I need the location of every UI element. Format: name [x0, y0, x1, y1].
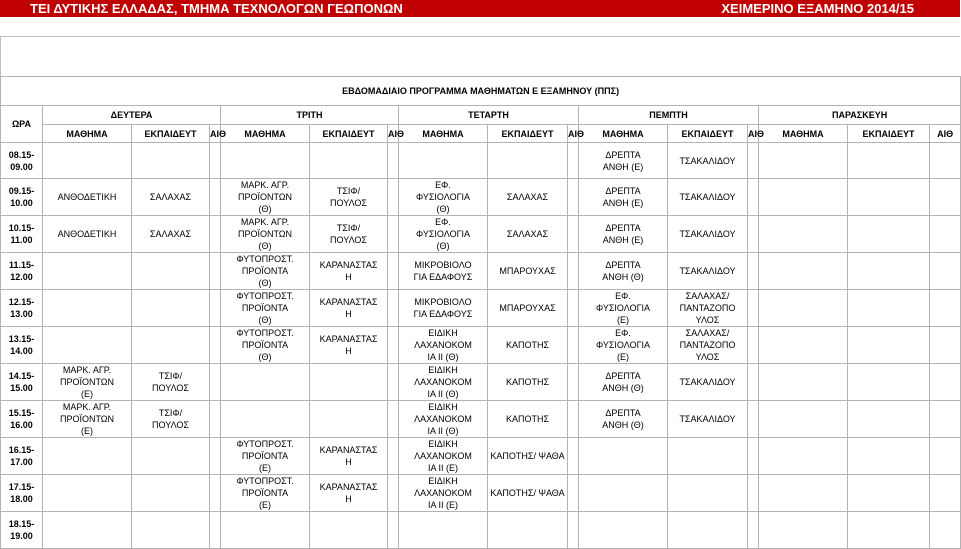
- time-slot-row: [1, 401, 961, 438]
- time-slot-label: 08.15- 09.00: [1, 143, 43, 179]
- day-header-wednesday: ΤΕΤΑΡΤΗ: [399, 106, 579, 125]
- course-room: [210, 216, 221, 253]
- course-subject: [43, 253, 132, 290]
- schedule-table: [0, 76, 961, 549]
- course-instructor: ΚΑΠΟΤΗΣ/ ΨΑΘΑ: [488, 438, 568, 475]
- course-subject: [759, 216, 848, 253]
- course-instructor: ΤΣΙΦ/ ΠΟΥΛΟΣ: [132, 364, 210, 401]
- column-header-subject: ΜΑΘΗΜΑ: [221, 125, 310, 143]
- course-room: [930, 512, 961, 548]
- course-room: [210, 290, 221, 327]
- course-room: [568, 438, 579, 475]
- course-subject: ΔΡΕΠΤΑ ΑΝΘΗ (Ε): [579, 216, 668, 253]
- column-header-instructor: ΕΚΠΑΙΔΕΥΤ: [310, 125, 388, 143]
- course-instructor: [132, 290, 210, 327]
- course-room: [930, 290, 961, 327]
- course-room: [930, 179, 961, 216]
- time-slot-label: 15.15- 16.00: [1, 401, 43, 438]
- course-instructor: ΤΣΙΦ/ ΠΟΥΛΟΣ: [310, 216, 388, 253]
- column-header-subject: ΜΑΘΗΜΑ: [399, 125, 488, 143]
- time-slot-label: 12.15- 13.00: [1, 290, 43, 327]
- course-instructor: [848, 401, 930, 438]
- course-room: [388, 327, 399, 364]
- header-banner: [0, 0, 960, 17]
- course-room: [930, 438, 961, 475]
- course-room: [210, 253, 221, 290]
- course-instructor: ΤΣΑΚΑΛΙΔΟΥ: [668, 179, 748, 216]
- course-room: [748, 290, 759, 327]
- column-header-room: ΑΙΘ: [210, 125, 221, 143]
- course-instructor: ΜΠΑΡΟΥΧΑΣ: [488, 290, 568, 327]
- course-subject: ΕΦ. ΦΥΣΙΟΛΟΓΙΑ (Ε): [579, 327, 668, 364]
- course-room: [748, 438, 759, 475]
- course-room: [210, 364, 221, 401]
- course-room: [568, 475, 579, 512]
- course-instructor: [848, 216, 930, 253]
- column-header-instructor: ΕΚΠΑΙΔΕΥΤ: [488, 125, 568, 143]
- course-subject: [759, 290, 848, 327]
- time-slot-row: [1, 253, 961, 290]
- course-subject: [43, 438, 132, 475]
- time-slot-row: [1, 438, 961, 475]
- column-header-instructor: ΕΚΠΑΙΔΕΥΤ: [668, 125, 748, 143]
- course-subject: ΜΑΡΚ. ΑΓΡ. ΠΡΟΪΟΝΤΩΝ (Ε): [43, 364, 132, 401]
- course-subject: ΔΡΕΠΤΑ ΑΝΘΗ (Ε): [579, 179, 668, 216]
- course-subject: [221, 143, 310, 179]
- course-instructor: [310, 364, 388, 401]
- course-subject: [221, 401, 310, 438]
- course-instructor: [668, 475, 748, 512]
- course-subject: [221, 512, 310, 548]
- course-subject: [221, 364, 310, 401]
- course-instructor: ΣΑΛΑΧΑΣ: [132, 216, 210, 253]
- course-instructor: [132, 475, 210, 512]
- course-room: [388, 364, 399, 401]
- course-instructor: [848, 179, 930, 216]
- course-instructor: [848, 364, 930, 401]
- course-room: [748, 401, 759, 438]
- course-instructor: ΤΣΑΚΑΛΙΔΟΥ: [668, 216, 748, 253]
- course-subject: [399, 512, 488, 548]
- course-room: [210, 179, 221, 216]
- course-instructor: ΚΑΠΟΤΗΣ: [488, 327, 568, 364]
- course-room: [210, 401, 221, 438]
- time-slot-row: [1, 179, 961, 216]
- spacer-line: [0, 36, 960, 37]
- course-instructor: ΣΑΛΑΧΑΣ/ ΠΑΝΤΑΖΟΠΟ ΥΛΟΣ: [668, 290, 748, 327]
- course-instructor: [668, 512, 748, 548]
- course-instructor: [668, 438, 748, 475]
- semester-title: ΧΕΙΜΕΡΙΝΟ ΕΞΑΜΗΝΟ 2014/15: [721, 1, 914, 16]
- course-room: [210, 475, 221, 512]
- time-slot-row: [1, 475, 961, 512]
- course-instructor: ΚΑΡΑΝΑΣΤΑΣ Η: [310, 327, 388, 364]
- course-subject: [43, 290, 132, 327]
- course-instructor: ΤΣΙΦ/ ΠΟΥΛΟΣ: [310, 179, 388, 216]
- course-instructor: ΤΣΑΚΑΛΙΔΟΥ: [668, 401, 748, 438]
- course-room: [568, 364, 579, 401]
- course-subject: ΦΥΤΟΠΡΟΣΤ. ΠΡΟΪΟΝΤΑ (Ε): [221, 475, 310, 512]
- course-room: [930, 216, 961, 253]
- course-instructor: [488, 143, 568, 179]
- course-subject: ΕΙΔΙΚΗ ΛΑΧΑΝΟΚΟΜ ΙΑ ΙΙ (Ε): [399, 438, 488, 475]
- course-room: [748, 216, 759, 253]
- course-subject: ΦΥΤΟΠΡΟΣΤ. ΠΡΟΪΟΝΤΑ (Θ): [221, 290, 310, 327]
- course-subject: [759, 401, 848, 438]
- course-subject: ΕΙΔΙΚΗ ΛΑΧΑΝΟΚΟΜ ΙΑ ΙΙ (Θ): [399, 364, 488, 401]
- course-subject: [759, 253, 848, 290]
- course-subject: [759, 512, 848, 548]
- time-slot-label: 10.15- 11.00: [1, 216, 43, 253]
- course-subject: ΔΡΕΠΤΑ ΑΝΘΗ (Ε): [579, 143, 668, 179]
- course-instructor: ΚΑΡΑΝΑΣΤΑΣ Η: [310, 290, 388, 327]
- course-instructor: ΜΠΑΡΟΥΧΑΣ: [488, 253, 568, 290]
- course-subject: ΕΦ. ΦΥΣΙΟΛΟΓΙΑ (Θ): [399, 216, 488, 253]
- course-subject: [43, 327, 132, 364]
- course-instructor: [848, 438, 930, 475]
- course-subject: [759, 143, 848, 179]
- course-subject: [579, 475, 668, 512]
- course-subject: ΦΥΤΟΠΡΟΣΤ. ΠΡΟΪΟΝΤΑ (Ε): [221, 438, 310, 475]
- course-room: [930, 143, 961, 179]
- course-subject: ΔΡΕΠΤΑ ΑΝΘΗ (Θ): [579, 253, 668, 290]
- day-header-friday: ΠΑΡΑΣΚΕΥΗ: [759, 106, 961, 125]
- course-room: [210, 327, 221, 364]
- institution-title: ΤΕΙ ΔΥΤΙΚΗΣ ΕΛΛΑΔΑΣ, ΤΜΗΜΑ ΤΕΧΝΟΛΟΓΩΝ ΓΕΩΠΟΝΩΝ: [30, 1, 403, 16]
- course-instructor: [848, 290, 930, 327]
- day-header-monday: ΔΕΥΤΕΡΑ: [43, 106, 221, 125]
- time-slot-label: 11.15- 12.00: [1, 253, 43, 290]
- course-subject: [759, 475, 848, 512]
- course-instructor: ΤΣΙΦ/ ΠΟΥΛΟΣ: [132, 401, 210, 438]
- course-subject: ΔΡΕΠΤΑ ΑΝΘΗ (Θ): [579, 364, 668, 401]
- time-slot-row: [1, 512, 961, 548]
- time-slot-label: 09.15- 10.00: [1, 179, 43, 216]
- course-room: [568, 179, 579, 216]
- column-header-room: ΑΙΘ: [568, 125, 579, 143]
- course-instructor: [488, 512, 568, 548]
- course-room: [388, 438, 399, 475]
- course-room: [930, 401, 961, 438]
- course-instructor: [132, 143, 210, 179]
- time-slot-label: 13.15- 14.00: [1, 327, 43, 364]
- day-header-thursday: ΠΕΜΠΤΗ: [579, 106, 759, 125]
- course-room: [930, 253, 961, 290]
- course-room: [388, 401, 399, 438]
- column-header-room: ΑΙΘ: [930, 125, 961, 143]
- course-subject: [43, 475, 132, 512]
- course-subject: ΕΦ. ΦΥΣΙΟΛΟΓΙΑ (Θ): [399, 179, 488, 216]
- course-room: [568, 143, 579, 179]
- course-subject: [579, 512, 668, 548]
- course-instructor: ΤΣΑΚΑΛΙΔΟΥ: [668, 253, 748, 290]
- course-instructor: [310, 143, 388, 179]
- course-instructor: [848, 253, 930, 290]
- course-instructor: ΤΣΑΚΑΛΙΔΟΥ: [668, 143, 748, 179]
- course-subject: ΑΝΘΟΔΕΤΙΚΗ: [43, 216, 132, 253]
- column-header-subject: ΜΑΘΗΜΑ: [759, 125, 848, 143]
- course-instructor: ΤΣΑΚΑΛΙΔΟΥ: [668, 364, 748, 401]
- course-room: [388, 290, 399, 327]
- course-room: [930, 475, 961, 512]
- course-subject: ΕΙΔΙΚΗ ΛΑΧΑΝΟΚΟΜ ΙΑ ΙΙ (Θ): [399, 327, 488, 364]
- course-room: [568, 327, 579, 364]
- course-room: [748, 179, 759, 216]
- course-room: [388, 475, 399, 512]
- course-subject: ΕΦ. ΦΥΣΙΟΛΟΓΙΑ (Ε): [579, 290, 668, 327]
- course-room: [748, 143, 759, 179]
- course-room: [930, 364, 961, 401]
- course-instructor: ΚΑΠΟΤΗΣ: [488, 401, 568, 438]
- course-instructor: [132, 327, 210, 364]
- course-room: [748, 253, 759, 290]
- course-room: [748, 475, 759, 512]
- column-header-subject: ΜΑΘΗΜΑ: [43, 125, 132, 143]
- course-room: [568, 290, 579, 327]
- course-subject: [579, 438, 668, 475]
- course-room: [388, 253, 399, 290]
- course-instructor: [132, 438, 210, 475]
- course-room: [388, 143, 399, 179]
- course-instructor: [848, 475, 930, 512]
- column-header-instructor: ΕΚΠΑΙΔΕΥΤ: [848, 125, 930, 143]
- course-instructor: [848, 143, 930, 179]
- course-instructor: ΚΑΠΟΤΗΣ: [488, 364, 568, 401]
- course-subject: ΜΙΚΡΟΒΙΟΛΟ ΓΙΑ ΕΔΑΦΟΥΣ: [399, 253, 488, 290]
- course-instructor: ΣΑΛΑΧΑΣ: [488, 216, 568, 253]
- course-subject: ΑΝΘΟΔΕΤΙΚΗ: [43, 179, 132, 216]
- course-room: [568, 401, 579, 438]
- course-subject: [759, 438, 848, 475]
- course-room: [388, 216, 399, 253]
- course-room: [388, 179, 399, 216]
- course-subject: [43, 512, 132, 548]
- course-subject: [43, 143, 132, 179]
- course-instructor: [310, 401, 388, 438]
- course-instructor: ΣΑΛΑΧΑΣ: [488, 179, 568, 216]
- column-header-instructor: ΕΚΠΑΙΔΕΥΤ: [132, 125, 210, 143]
- course-instructor: ΚΑΡΑΝΑΣΤΑΣ Η: [310, 253, 388, 290]
- table-title: ΕΒΔΟΜΑΔΙΑΙΟ ΠΡΟΓΡΑΜΜΑ ΜΑΘΗΜΑΤΩΝ Ε ΕΞΑΜΗΝΟΥ (ΠΠΣ): [1, 77, 961, 106]
- course-room: [210, 512, 221, 548]
- course-subject: ΦΥΤΟΠΡΟΣΤ. ΠΡΟΪΟΝΤΑ (Θ): [221, 327, 310, 364]
- course-room: [568, 512, 579, 548]
- course-subject: ΜΙΚΡΟΒΙΟΛΟ ΓΙΑ ΕΔΑΦΟΥΣ: [399, 290, 488, 327]
- time-slot-row: [1, 290, 961, 327]
- course-room: [748, 512, 759, 548]
- course-subject: [759, 179, 848, 216]
- time-slot-label: 14.15- 15.00: [1, 364, 43, 401]
- course-subject: [759, 327, 848, 364]
- day-header-tuesday: ΤΡΙΤΗ: [221, 106, 399, 125]
- course-room: [210, 143, 221, 179]
- course-instructor: ΚΑΡΑΝΑΣΤΑΣ Η: [310, 475, 388, 512]
- course-room: [748, 327, 759, 364]
- course-subject: ΕΙΔΙΚΗ ΛΑΧΑΝΟΚΟΜ ΙΑ ΙΙ (Θ): [399, 401, 488, 438]
- course-subject: ΜΑΡΚ. ΑΓΡ. ΠΡΟΪΟΝΤΩΝ (Θ): [221, 179, 310, 216]
- course-subject: [399, 143, 488, 179]
- course-instructor: [848, 327, 930, 364]
- time-slot-label: 17.15- 18.00: [1, 475, 43, 512]
- course-room: [568, 216, 579, 253]
- course-room: [568, 253, 579, 290]
- time-slot-row: [1, 216, 961, 253]
- course-room: [388, 512, 399, 548]
- time-slot-row: [1, 364, 961, 401]
- hour-header: ΩΡΑ: [1, 106, 43, 143]
- time-slot-row: [1, 327, 961, 364]
- course-instructor: [132, 253, 210, 290]
- course-subject: ΕΙΔΙΚΗ ΛΑΧΑΝΟΚΟΜ ΙΑ ΙΙ (Ε): [399, 475, 488, 512]
- course-instructor: ΚΑΠΟΤΗΣ/ ΨΑΘΑ: [488, 475, 568, 512]
- time-slot-label: 18.15- 19.00: [1, 512, 43, 548]
- course-subject: ΦΥΤΟΠΡΟΣΤ. ΠΡΟΪΟΝΤΑ (Θ): [221, 253, 310, 290]
- course-instructor: ΣΑΛΑΧΑΣ/ ΠΑΝΤΑΖΟΠΟ ΥΛΟΣ: [668, 327, 748, 364]
- column-header-room: ΑΙΘ: [388, 125, 399, 143]
- column-header-subject: ΜΑΘΗΜΑ: [579, 125, 668, 143]
- course-instructor: [848, 512, 930, 548]
- course-instructor: ΣΑΛΑΧΑΣ: [132, 179, 210, 216]
- course-subject: [759, 364, 848, 401]
- course-instructor: [310, 512, 388, 548]
- course-room: [748, 364, 759, 401]
- course-subject: ΜΑΡΚ. ΑΓΡ. ΠΡΟΪΟΝΤΩΝ (Ε): [43, 401, 132, 438]
- course-subject: ΔΡΕΠΤΑ ΑΝΘΗ (Θ): [579, 401, 668, 438]
- column-header-room: ΑΙΘ: [748, 125, 759, 143]
- spacer-edge: [0, 36, 1, 76]
- course-subject: ΜΑΡΚ. ΑΓΡ. ΠΡΟΪΟΝΤΩΝ (Θ): [221, 216, 310, 253]
- course-room: [210, 438, 221, 475]
- course-room: [930, 327, 961, 364]
- time-slot-label: 16.15- 17.00: [1, 438, 43, 475]
- course-instructor: [132, 512, 210, 548]
- course-instructor: ΚΑΡΑΝΑΣΤΑΣ Η: [310, 438, 388, 475]
- time-slot-row: [1, 143, 961, 179]
